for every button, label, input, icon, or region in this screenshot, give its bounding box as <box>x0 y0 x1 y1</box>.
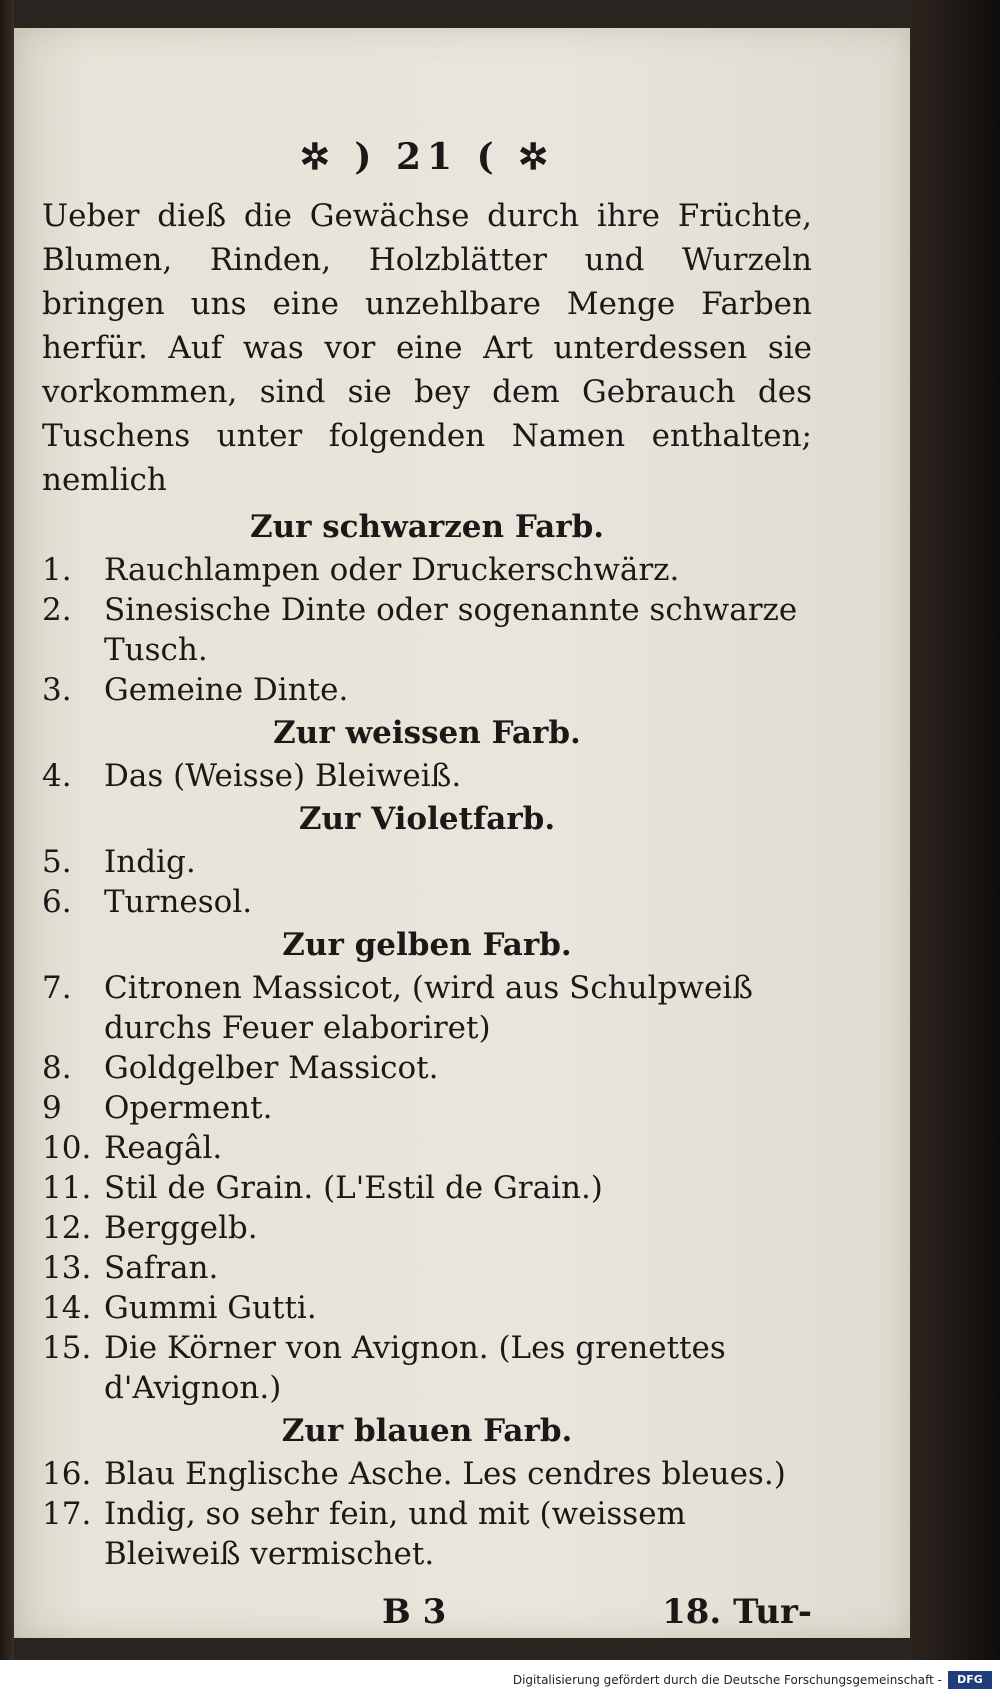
item-number: 10. <box>42 1130 92 1166</box>
list-item <box>42 1048 812 1088</box>
list-item <box>42 968 812 1048</box>
section-heading: Zur weissen Farb. <box>273 715 581 751</box>
item-number: 4. <box>42 758 72 794</box>
item-text: Berggelb. <box>104 1210 258 1246</box>
list-item <box>42 882 812 922</box>
item-text: Operment. <box>104 1090 273 1126</box>
section-heading: Zur Violetfarb. <box>298 801 556 837</box>
color-list <box>42 506 812 1574</box>
signature-mark: B 3 <box>382 1592 447 1632</box>
list-item <box>42 1088 812 1128</box>
list-item <box>42 1248 812 1288</box>
list-item <box>42 550 812 590</box>
item-number: 8. <box>42 1050 72 1086</box>
item-number: 15. <box>42 1330 92 1366</box>
item-number: 5. <box>42 844 72 880</box>
credit-text: Digitalisierung gefördert durch die Deutsche Forschungsgemeinschaft - <box>512 1673 942 1687</box>
item-text: Reagâl. <box>104 1130 223 1166</box>
list-item <box>42 1494 812 1574</box>
item-text: Die Körner von Avignon. (Les grenettes d'Avignon.) <box>104 1330 726 1406</box>
item-number: 3. <box>42 672 72 708</box>
list-item <box>42 1454 812 1494</box>
list-item <box>42 670 812 710</box>
item-number: 12. <box>42 1210 92 1246</box>
page-footer <box>42 1592 812 1632</box>
book-page <box>14 28 910 1638</box>
item-number: 11. <box>42 1170 92 1206</box>
list-item <box>42 756 812 796</box>
item-text: Sinesische Dinte oder sogenannte schwarze Tusch. <box>104 592 798 668</box>
item-number: 1. <box>42 552 72 588</box>
item-number: 9 <box>42 1090 62 1126</box>
item-text: Goldgelber Massicot. <box>104 1050 439 1086</box>
page-content <box>42 136 812 1632</box>
item-text: Indig. <box>104 844 196 880</box>
item-text: Rauchlampen oder Druckerschwärz. <box>104 552 680 588</box>
running-head: ✲ ) 21 ( ✲ <box>299 136 555 178</box>
section-heading: Zur blauen Farb. <box>281 1413 573 1449</box>
item-number: 17. <box>42 1496 92 1532</box>
item-number: 7. <box>42 970 72 1006</box>
list-item <box>42 842 812 882</box>
section-heading: Zur schwarzen Farb. <box>249 509 605 545</box>
list-item <box>42 1128 812 1168</box>
item-text: Stil de Grain. (L'Estil de Grain.) <box>104 1170 603 1206</box>
catchword: 18. Tur- <box>662 1592 812 1632</box>
book-cover-edge <box>910 0 1000 1660</box>
list-item <box>42 590 812 670</box>
intro-paragraph: Ueber dieß die Gewächse durch ihre Früchte, Blumen, Rinden, Holzblätter und Wurzeln bringen uns eine unzehlbare Menge Farben herfür. Auf was vor eine Art unterdessen sie vorkommen, sind sie bey dem Gebrauch des Tuschens unter folgenden Namen enthalten; nemlich <box>42 198 812 498</box>
section-heading: Zur gelben Farb. <box>282 927 572 963</box>
item-number: 13. <box>42 1250 92 1286</box>
credit-bar <box>0 1660 1000 1696</box>
item-text: Das (Weisse) Bleiweiß. <box>104 758 462 794</box>
item-number: 16. <box>42 1456 92 1492</box>
list-item <box>42 1328 812 1408</box>
list-item <box>42 1288 812 1328</box>
item-number: 14. <box>42 1290 92 1326</box>
item-text: Turnesol. <box>104 884 253 920</box>
list-item <box>42 1168 812 1208</box>
item-number: 6. <box>42 884 72 920</box>
item-text: Gemeine Dinte. <box>104 672 349 708</box>
book-spine-left <box>0 0 14 1660</box>
item-text: Safran. <box>104 1250 219 1286</box>
item-number: 2. <box>42 592 72 628</box>
item-text: Citronen Massicot, (wird aus Schulpweiß durchs Feuer elaboriret) <box>104 970 753 1046</box>
item-text: Gummi Gutti. <box>104 1290 317 1326</box>
item-text: Blau Englische Asche. Les cendres bleues.) <box>104 1456 786 1492</box>
item-text: Indig, so sehr fein, und mit (weissem Bleiweiß vermischet. <box>104 1496 686 1572</box>
list-item <box>42 1208 812 1248</box>
dfg-logo: DFG <box>948 1671 992 1689</box>
